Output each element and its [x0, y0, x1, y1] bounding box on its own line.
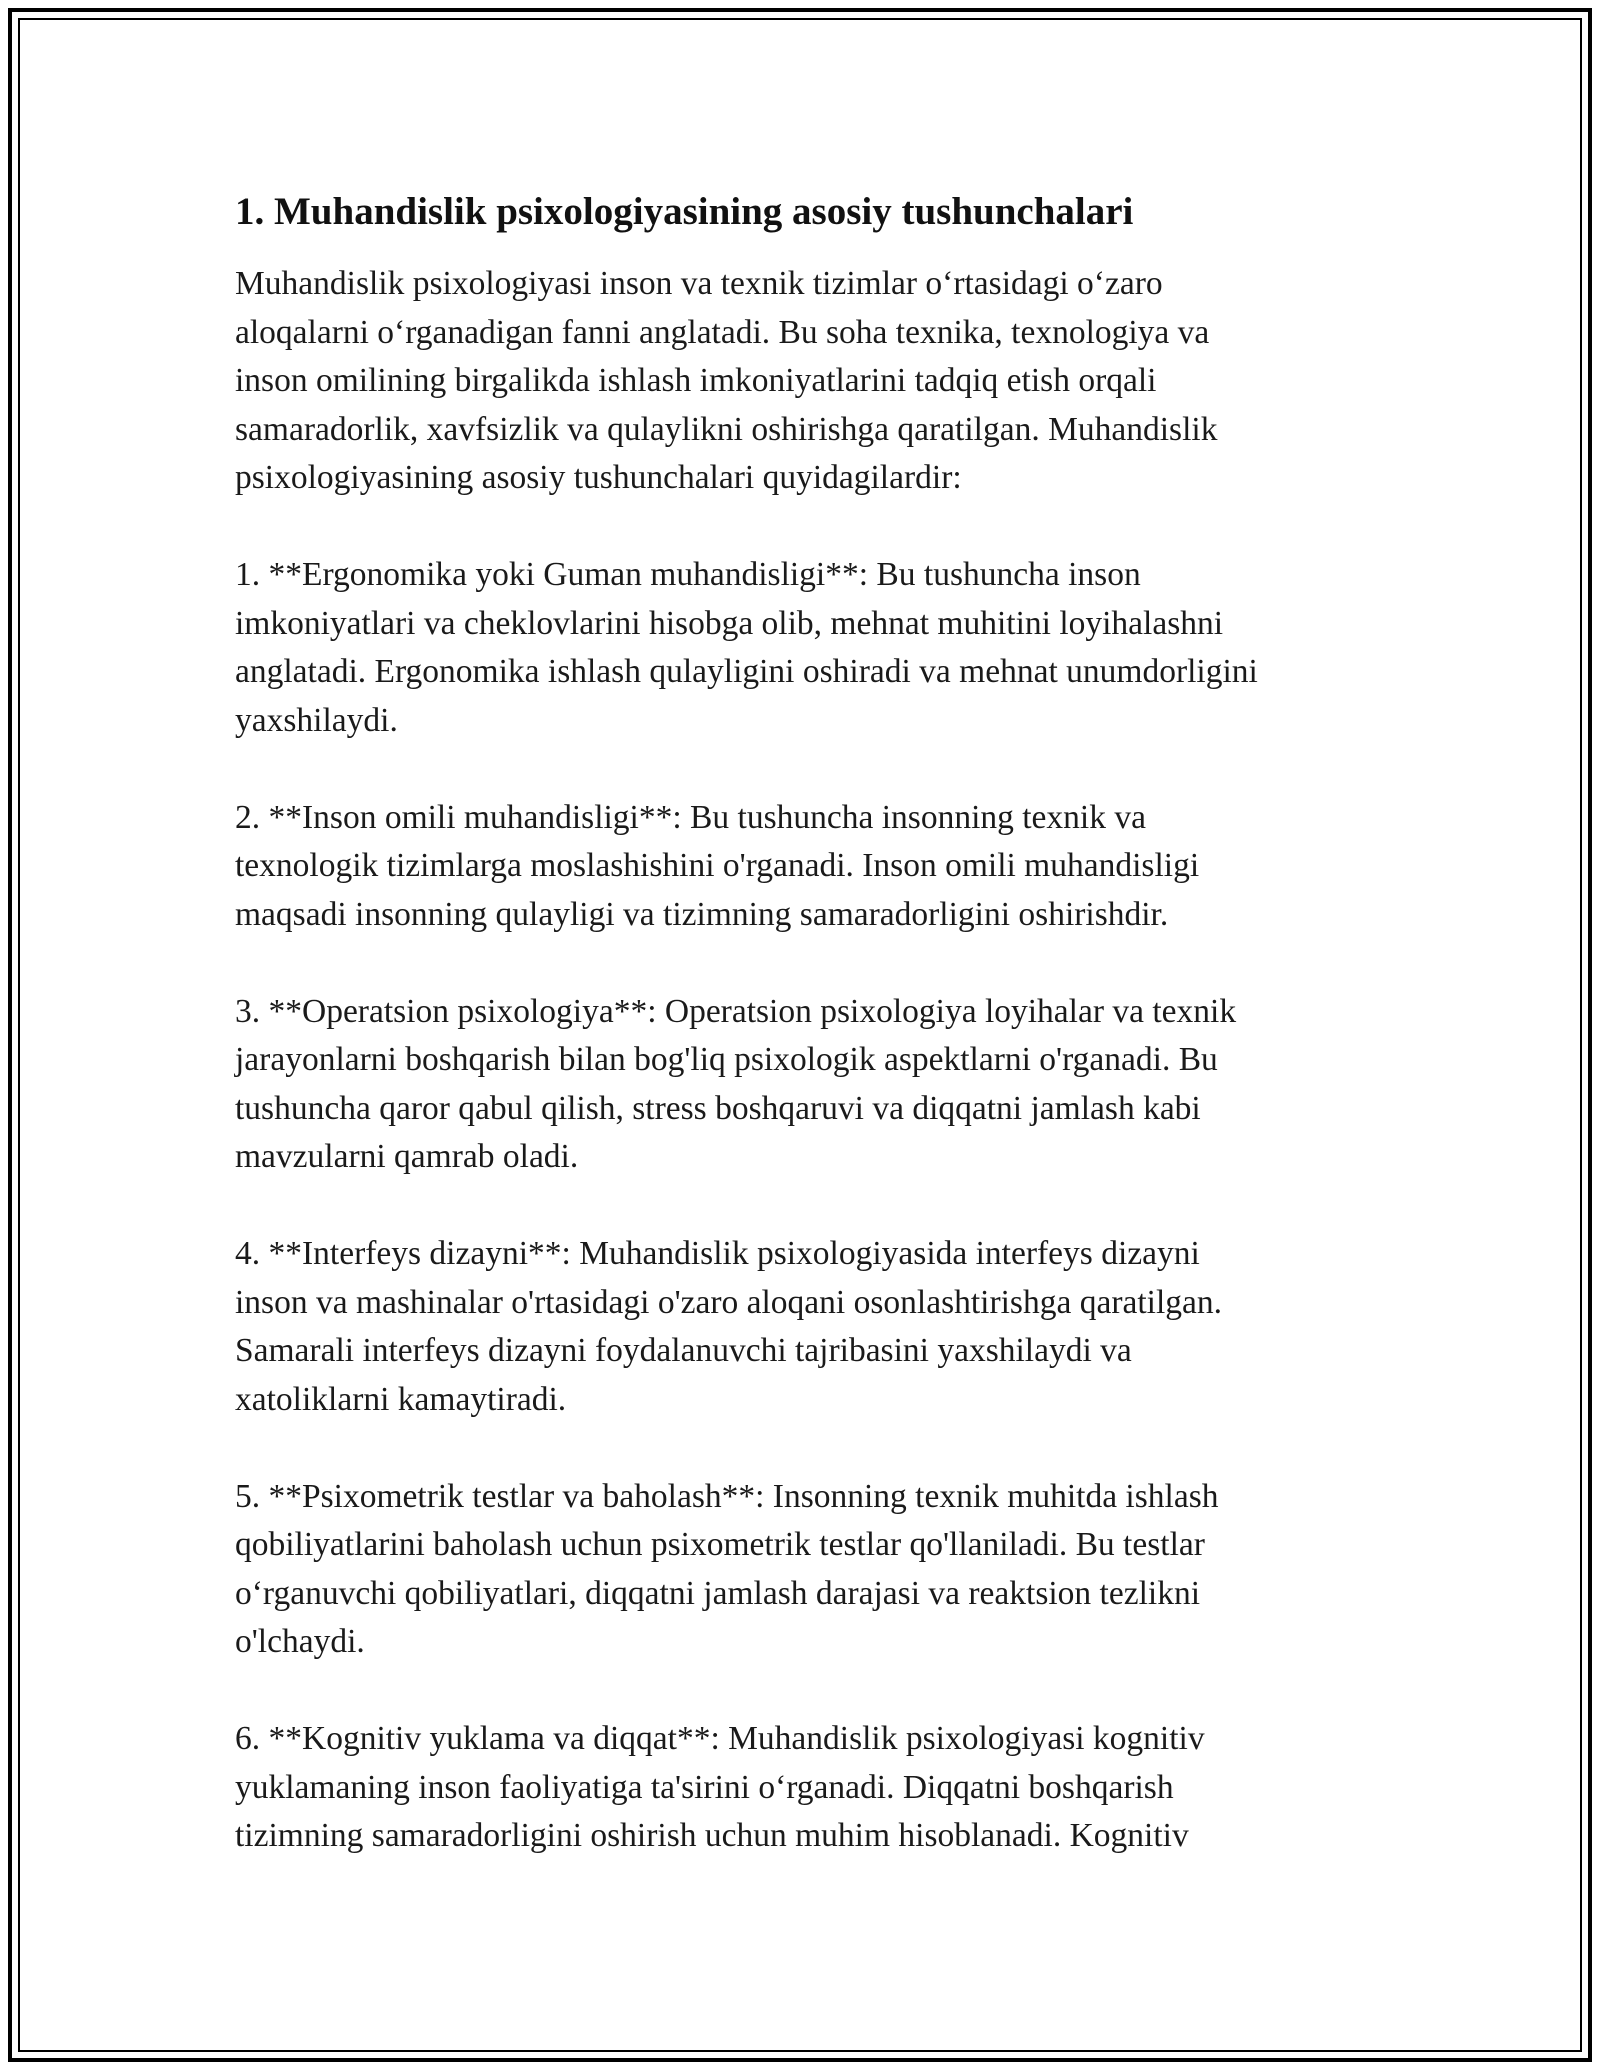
text-line: inson omilining birgalikda ishlash imkoniyatlarini tadqiq etish orqali: [235, 362, 1157, 399]
list-item-kognitiv-yuklama: [235, 1715, 1385, 1861]
text-line: Samarali interfeys dizayni foydalanuvchi tajribasini yaxshilaydi va: [235, 1332, 1132, 1369]
text-line: 3. **Operatsion psixologiya**: Operatsion psixologiya loyihalar va texnik: [235, 992, 1237, 1030]
intro-paragraph: [235, 260, 1385, 503]
text-line: inson va mashinalar o'rtasidagi o'zaro aloqani osonlashtirishga qaratilgan.: [235, 1283, 1223, 1321]
text-line: 6. **Kognitiv yuklama va diqqat**: Muhandislik psixologiyasi kognitiv: [235, 1720, 1205, 1757]
list-item-psixometrik-testlar: [235, 1473, 1385, 1667]
text-line: 1. **Ergonomika yoki Guman muhandisligi**: Bu tushuncha inson: [235, 556, 1141, 593]
text-line: imkoniyatlari va cheklovlarini hisobga olib, mehnat muhitini loyihalashni: [235, 604, 1224, 642]
document-body: [235, 186, 1385, 1909]
text-line: samaradorlik, xavfsizlik va qulaylikni oshirishga qaratilgan. Muhandislik: [235, 410, 1218, 448]
text-line: aloqalarni o‘rganadigan fanni anglatadi. Bu soha texnika, texnologiya va: [235, 313, 1210, 351]
text-line: jarayonlarni boshqarish bilan bog'liq psixologik aspektlarni o'rganadi. Bu: [235, 1041, 1218, 1078]
list-item-ergonomika: [235, 551, 1385, 745]
text-line: anglatadi. Ergonomika ishlash qulayligini oshiradi va mehnat unumdorligini: [235, 653, 1258, 690]
section-heading: 1. Muhandislik psixologiyasining asosiy tushunchalari: [235, 190, 1134, 233]
text-line: o‘rganuvchi qobiliyatlari, diqqatni jamlash darajasi va reaktsion tezlikni: [235, 1574, 1201, 1612]
text-line: tizimning samaradorligini oshirish uchun muhim hisoblanadi. Kognitiv: [235, 1817, 1189, 1854]
text-line: texnologik tizimlarga moslashishini o'rganadi. Inson omili muhandisligi: [235, 847, 1200, 884]
text-line: 4. **Interfeys dizayni**: Muhandislik psixologiyasida interfeys dizayni: [235, 1235, 1200, 1272]
text-line: psixologiyasining asosiy tushunchalari quyidagilardir:: [235, 459, 962, 496]
text-line: yaxshilaydi.: [235, 701, 398, 739]
text-line: Muhandislik psixologiyasi inson va texnik tizimlar o‘rtasidagi o‘zaro: [235, 265, 1163, 302]
text-line: o'lchaydi.: [235, 1623, 365, 1660]
text-line: maqsadi insonning qulayligi va tizimning samaradorligini oshirishdir.: [235, 895, 1169, 933]
list-item-interfeys-dizayni: [235, 1230, 1385, 1424]
text-line: xatoliklarni kamaytiradi.: [235, 1380, 567, 1418]
text-line: yuklamaning inson faoliyatiga ta'sirini o‘rganadi. Diqqatni boshqarish: [235, 1768, 1174, 1806]
text-line: qobiliyatlarini baholash uchun psixometrik testlar qo'llaniladi. Bu testlar: [235, 1526, 1205, 1563]
list-item-operatsion-psixologiya: [235, 988, 1385, 1182]
text-line: 5. **Psixometrik testlar va baholash**: Insonning texnik muhitda ishlash: [235, 1477, 1219, 1515]
text-line: mavzularni qamrab oladi.: [235, 1138, 579, 1175]
text-line: tushuncha qaror qabul qilish, stress boshqaruvi va diqqatni jamlash kabi: [235, 1089, 1201, 1127]
text-line: 2. **Inson omili muhandisligi**: Bu tushuncha insonning texnik va: [235, 798, 1146, 836]
list-item-inson-omili: [235, 794, 1385, 940]
